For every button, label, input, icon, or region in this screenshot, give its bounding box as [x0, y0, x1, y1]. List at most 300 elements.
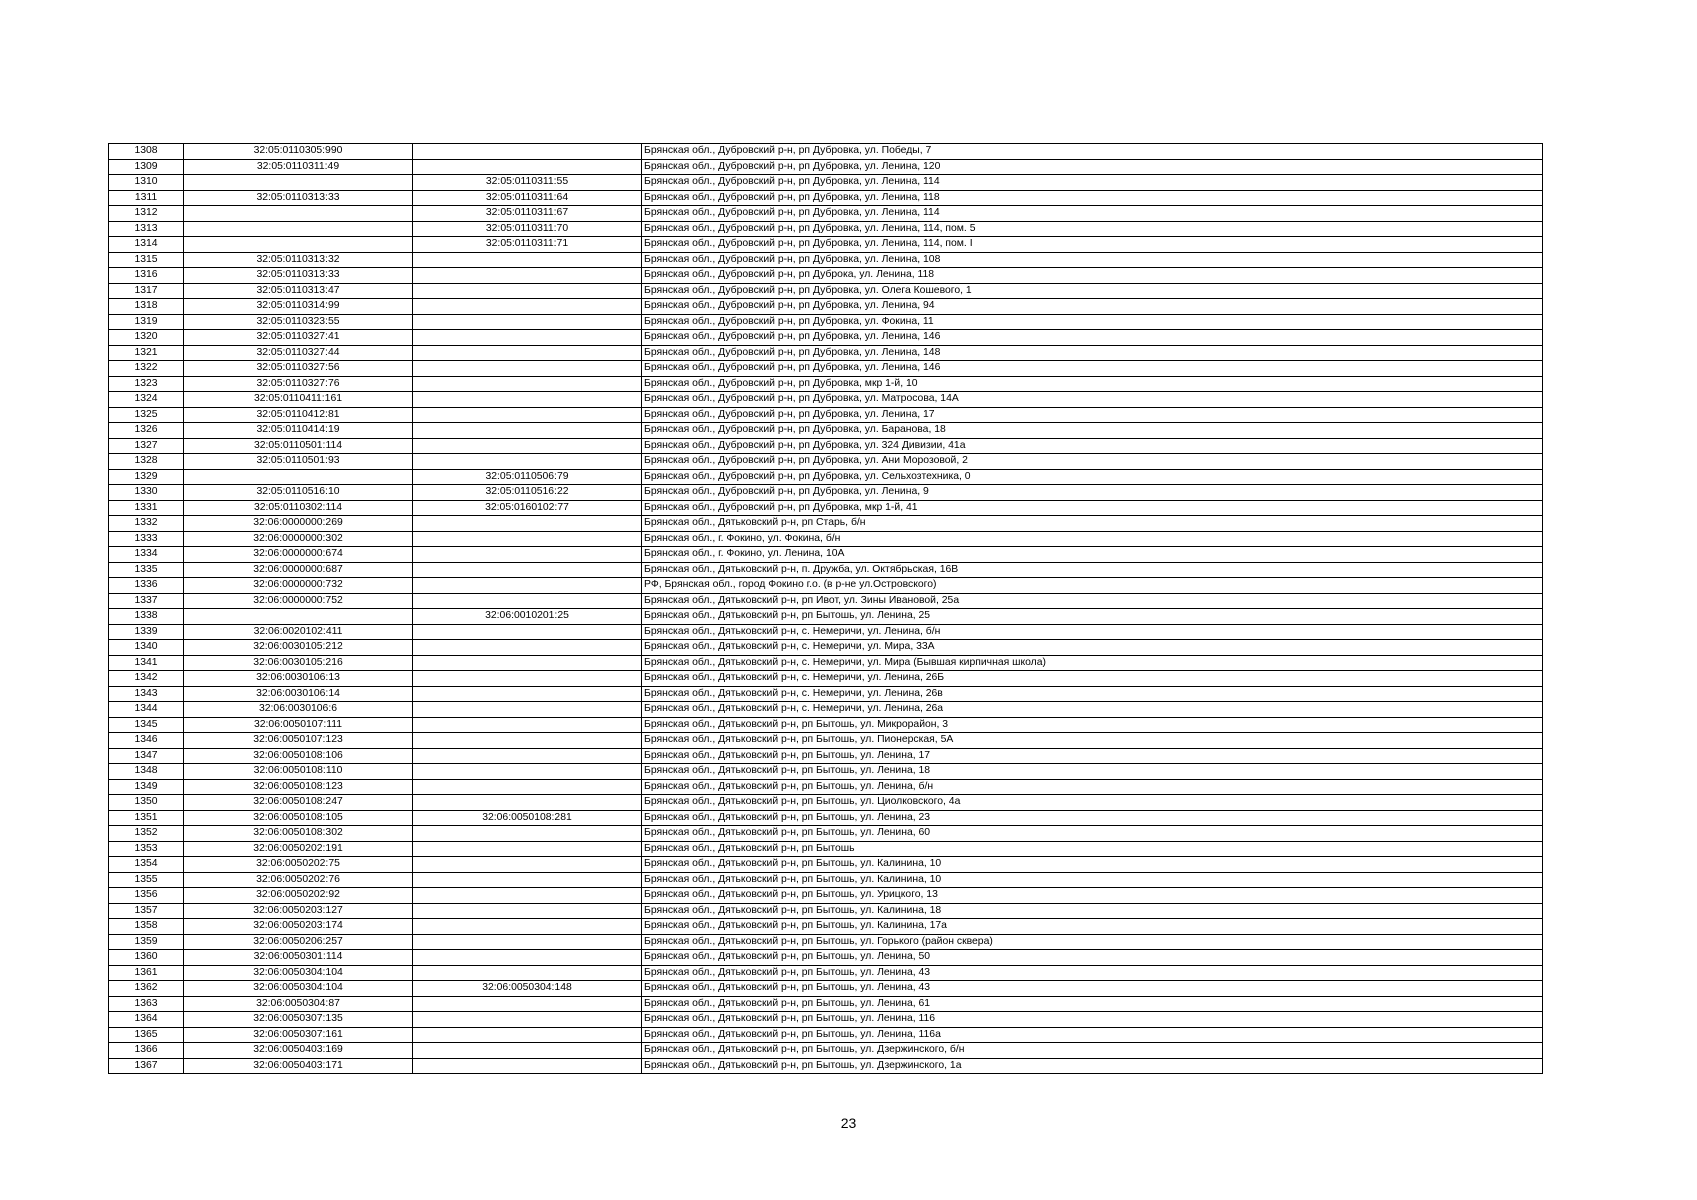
- table-row: [109, 314, 1543, 330]
- address-cell: Брянская обл., Дятьковский р-н, рп Бытошь, ул. Калинина, 10: [642, 857, 1543, 873]
- table-row: [109, 578, 1543, 594]
- table-row: [109, 950, 1543, 966]
- related-cadastral-number-cell: [413, 283, 642, 299]
- row-number-cell: 1330: [109, 485, 184, 501]
- cadastral-number-cell: 32:05:0110412:81: [184, 407, 413, 423]
- related-cadastral-number-cell: 32:05:0110311:67: [413, 206, 642, 222]
- cadastral-number-cell: 32:05:0110311:49: [184, 159, 413, 175]
- related-cadastral-number-cell: [413, 671, 642, 687]
- table-row: [109, 283, 1543, 299]
- cadastral-number-cell: 32:06:0050403:169: [184, 1043, 413, 1059]
- cadastral-number-cell: 32:06:0050304:87: [184, 996, 413, 1012]
- table-row: [109, 438, 1543, 454]
- table-row: [109, 686, 1543, 702]
- address-cell: Брянская обл., Дубровский р-н, рп Дубровка, ул. Ленина, 114: [642, 175, 1543, 191]
- related-cadastral-number-cell: [413, 764, 642, 780]
- address-cell: Брянская обл., Дубровский р-н, рп Дубровка, ул. Ленина, 114: [642, 206, 1543, 222]
- address-cell: Брянская обл., Дубровский р-н, рп Дубровка, ул. Победы, 7: [642, 144, 1543, 160]
- related-cadastral-number-cell: [413, 438, 642, 454]
- row-number-cell: 1357: [109, 903, 184, 919]
- cadastral-number-cell: 32:05:0110501:93: [184, 454, 413, 470]
- related-cadastral-number-cell: 32:05:0110311:70: [413, 221, 642, 237]
- address-cell: Брянская обл., Дятьковский р-н, рп Ивот, ул. Зины Ивановой, 25а: [642, 593, 1543, 609]
- row-number-cell: 1360: [109, 950, 184, 966]
- cadastral-number-cell: [184, 237, 413, 253]
- cadastral-number-cell: 32:05:0110327:44: [184, 345, 413, 361]
- address-cell: Брянская обл., Дятьковский р-н, с. Немеричи, ул. Ленина, 26а: [642, 702, 1543, 718]
- table-row: [109, 919, 1543, 935]
- table-row: [109, 144, 1543, 160]
- related-cadastral-number-cell: [413, 717, 642, 733]
- address-cell: Брянская обл., Дятьковский р-н, рп Бытошь, ул. Дзержинского, б/н: [642, 1043, 1543, 1059]
- row-number-cell: 1356: [109, 888, 184, 904]
- related-cadastral-number-cell: [413, 950, 642, 966]
- cadastral-number-cell: 32:06:0030105:212: [184, 640, 413, 656]
- table-row: [109, 872, 1543, 888]
- address-cell: Брянская обл., Дятьковский р-н, п. Дружба, ул. Октябрьская, 16В: [642, 562, 1543, 578]
- cadastral-number-cell: 32:05:0110323:55: [184, 314, 413, 330]
- row-number-cell: 1364: [109, 1012, 184, 1028]
- row-number-cell: 1347: [109, 748, 184, 764]
- table-row: [109, 268, 1543, 284]
- row-number-cell: 1367: [109, 1058, 184, 1074]
- address-cell: Брянская обл., Дубровский р-н, рп Дубровка, ул. Ленина, 146: [642, 361, 1543, 377]
- address-cell: Брянская обл., Дубровский р-н, рп Дубровка, мкр 1-й, 41: [642, 500, 1543, 516]
- row-number-cell: 1318: [109, 299, 184, 315]
- row-number-cell: 1343: [109, 686, 184, 702]
- table-row: [109, 485, 1543, 501]
- related-cadastral-number-cell: 32:05:0160102:77: [413, 500, 642, 516]
- address-cell: Брянская обл., Дубровский р-н, рп Дубровка, ул. Ленина, 17: [642, 407, 1543, 423]
- cadastral-number-cell: 32:06:0000000:732: [184, 578, 413, 594]
- cadastral-number-cell: 32:06:0050202:92: [184, 888, 413, 904]
- table-row: [109, 702, 1543, 718]
- table-row: [109, 795, 1543, 811]
- row-number-cell: 1319: [109, 314, 184, 330]
- row-number-cell: 1355: [109, 872, 184, 888]
- cadastral-number-cell: [184, 206, 413, 222]
- cadastral-number-cell: 32:05:0110313:47: [184, 283, 413, 299]
- table-row: [109, 640, 1543, 656]
- table-row: [109, 965, 1543, 981]
- cadastral-number-cell: 32:06:0030106:14: [184, 686, 413, 702]
- related-cadastral-number-cell: [413, 888, 642, 904]
- table-row: [109, 175, 1543, 191]
- row-number-cell: 1341: [109, 655, 184, 671]
- address-cell: РФ, Брянская обл., город Фокино г.о. (в р-не ул.Островского): [642, 578, 1543, 594]
- address-cell: Брянская обл., Дубровский р-н, рп Дубровка, ул. Ленина, 120: [642, 159, 1543, 175]
- address-cell: Брянская обл., Дятьковский р-н, рп Бытошь, ул. Калинина, 10: [642, 872, 1543, 888]
- row-number-cell: 1336: [109, 578, 184, 594]
- row-number-cell: 1346: [109, 733, 184, 749]
- related-cadastral-number-cell: [413, 593, 642, 609]
- related-cadastral-number-cell: [413, 454, 642, 470]
- related-cadastral-number-cell: [413, 624, 642, 640]
- row-number-cell: 1349: [109, 779, 184, 795]
- address-cell: Брянская обл., Дятьковский р-н, с. Немеричи, ул. Мира (Бывшая кирпичная школа): [642, 655, 1543, 671]
- table-row: [109, 857, 1543, 873]
- table-row: [109, 252, 1543, 268]
- related-cadastral-number-cell: [413, 376, 642, 392]
- table-row: [109, 206, 1543, 222]
- row-number-cell: 1323: [109, 376, 184, 392]
- cadastral-number-cell: 32:05:0110516:10: [184, 485, 413, 501]
- cadastral-number-cell: 32:05:0110327:41: [184, 330, 413, 346]
- row-number-cell: 1327: [109, 438, 184, 454]
- row-number-cell: 1337: [109, 593, 184, 609]
- cadastral-number-cell: [184, 469, 413, 485]
- cadastral-number-cell: 32:06:0050304:104: [184, 981, 413, 997]
- address-cell: Брянская обл., г. Фокино, ул. Ленина, 10А: [642, 547, 1543, 563]
- address-cell: Брянская обл., Дубровский р-н, рп Дубровка, ул. Баранова, 18: [642, 423, 1543, 439]
- address-cell: Брянская обл., Дятьковский р-н, рп Бытошь, ул. Ленина, 18: [642, 764, 1543, 780]
- table-row: [109, 500, 1543, 516]
- address-cell: Брянская обл., Дубровский р-н, рп Дубровка, ул. Сельхозтехника, 0: [642, 469, 1543, 485]
- address-cell: Брянская обл., Дубровский р-н, рп Дубровка, ул. Ленина, 108: [642, 252, 1543, 268]
- table-row: [109, 981, 1543, 997]
- address-cell: Брянская обл., Дубровский р-н, рп Дубровка, ул. Ленина, 114, пом. I: [642, 237, 1543, 253]
- row-number-cell: 1350: [109, 795, 184, 811]
- row-number-cell: 1352: [109, 826, 184, 842]
- cadastral-number-cell: 32:05:0110313:33: [184, 268, 413, 284]
- table-row: [109, 392, 1543, 408]
- cadastral-number-cell: 32:05:0110327:56: [184, 361, 413, 377]
- table-row: [109, 1043, 1543, 1059]
- address-cell: Брянская обл., Дятьковский р-н, рп Бытошь, ул. Ленина, 50: [642, 950, 1543, 966]
- related-cadastral-number-cell: [413, 1012, 642, 1028]
- row-number-cell: 1335: [109, 562, 184, 578]
- related-cadastral-number-cell: [413, 516, 642, 532]
- table-row: [109, 934, 1543, 950]
- page-number: 23: [840, 1115, 857, 1131]
- cadastral-number-cell: [184, 609, 413, 625]
- related-cadastral-number-cell: [413, 686, 642, 702]
- related-cadastral-number-cell: [413, 1027, 642, 1043]
- cadastral-number-cell: 32:06:0050203:174: [184, 919, 413, 935]
- address-cell: Брянская обл., Дятьковский р-н, рп Бытошь, ул. Ленина, 61: [642, 996, 1543, 1012]
- row-number-cell: 1366: [109, 1043, 184, 1059]
- row-number-cell: 1326: [109, 423, 184, 439]
- table-row: [109, 237, 1543, 253]
- related-cadastral-number-cell: [413, 795, 642, 811]
- row-number-cell: 1363: [109, 996, 184, 1012]
- cadastral-number-cell: 32:06:0050108:247: [184, 795, 413, 811]
- related-cadastral-number-cell: [413, 252, 642, 268]
- address-cell: Брянская обл., Дубровский р-н, рп Дубровка, ул. Ленина, 94: [642, 299, 1543, 315]
- address-cell: Брянская обл., Дятьковский р-н, рп Бытошь, ул. Пионерская, 5А: [642, 733, 1543, 749]
- cadastral-number-cell: 32:06:0050301:114: [184, 950, 413, 966]
- related-cadastral-number-cell: 32:06:0050304:148: [413, 981, 642, 997]
- row-number-cell: 1358: [109, 919, 184, 935]
- address-cell: Брянская обл., Дубровский р-н, рп Дуброка, ул. Ленина, 118: [642, 268, 1543, 284]
- cadastral-number-cell: 32:06:0030106:6: [184, 702, 413, 718]
- table-row: [109, 547, 1543, 563]
- address-cell: Брянская обл., Дятьковский р-н, рп Бытошь, ул. Ленина, 25: [642, 609, 1543, 625]
- row-number-cell: 1321: [109, 345, 184, 361]
- related-cadastral-number-cell: [413, 314, 642, 330]
- related-cadastral-number-cell: [413, 779, 642, 795]
- table-row: [109, 810, 1543, 826]
- address-cell: Брянская обл., Дубровский р-н, рп Дубровка, ул. Ленина, 118: [642, 190, 1543, 206]
- address-cell: Брянская обл., Дубровский р-н, рп Дубровка, ул. 324 Дивизии, 41а: [642, 438, 1543, 454]
- row-number-cell: 1339: [109, 624, 184, 640]
- row-number-cell: 1348: [109, 764, 184, 780]
- cadastral-number-cell: 32:06:0050307:161: [184, 1027, 413, 1043]
- cadastral-number-cell: 32:06:0000000:302: [184, 531, 413, 547]
- cadastral-number-cell: 32:06:0050108:110: [184, 764, 413, 780]
- address-cell: Брянская обл., Дятьковский р-н, рп Бытошь, ул. Калинина, 17а: [642, 919, 1543, 935]
- related-cadastral-number-cell: [413, 562, 642, 578]
- address-cell: Брянская обл., Дятьковский р-н, с. Немеричи, ул. Ленина, 26в: [642, 686, 1543, 702]
- row-number-cell: 1351: [109, 810, 184, 826]
- table-row: [109, 996, 1543, 1012]
- address-cell: Брянская обл., Дятьковский р-н, с. Немеричи, ул. Ленина, 26Б: [642, 671, 1543, 687]
- table-row: [109, 1012, 1543, 1028]
- related-cadastral-number-cell: 32:05:0110516:22: [413, 485, 642, 501]
- row-number-cell: 1338: [109, 609, 184, 625]
- related-cadastral-number-cell: 32:06:0050108:281: [413, 810, 642, 826]
- row-number-cell: 1334: [109, 547, 184, 563]
- cadastral-number-cell: [184, 175, 413, 191]
- related-cadastral-number-cell: [413, 144, 642, 160]
- cadastral-number-cell: 32:06:0050202:76: [184, 872, 413, 888]
- cadastral-number-cell: 32:06:0050403:171: [184, 1058, 413, 1074]
- cadastral-number-cell: 32:06:0000000:752: [184, 593, 413, 609]
- cadastral-number-cell: 32:06:0050108:302: [184, 826, 413, 842]
- related-cadastral-number-cell: [413, 547, 642, 563]
- table-row: [109, 609, 1543, 625]
- cadastral-number-cell: 32:06:0050203:127: [184, 903, 413, 919]
- row-number-cell: 1317: [109, 283, 184, 299]
- row-number-cell: 1344: [109, 702, 184, 718]
- table-row: [109, 826, 1543, 842]
- row-number-cell: 1353: [109, 841, 184, 857]
- cadastral-number-cell: 32:05:0110411:161: [184, 392, 413, 408]
- related-cadastral-number-cell: [413, 299, 642, 315]
- cadastral-number-cell: 32:05:0110305:990: [184, 144, 413, 160]
- related-cadastral-number-cell: 32:05:0110311:64: [413, 190, 642, 206]
- address-cell: Брянская обл., Дятьковский р-н, рп Бытошь, ул. Ленина, 23: [642, 810, 1543, 826]
- related-cadastral-number-cell: [413, 531, 642, 547]
- address-cell: Брянская обл., Дубровский р-н, рп Дубровка, ул. Олега Кошевого, 1: [642, 283, 1543, 299]
- table-row: [109, 1058, 1543, 1074]
- related-cadastral-number-cell: [413, 159, 642, 175]
- table-row: [109, 671, 1543, 687]
- related-cadastral-number-cell: [413, 1058, 642, 1074]
- address-cell: Брянская обл., Дятьковский р-н, с. Немеричи, ул. Ленина, б/н: [642, 624, 1543, 640]
- address-cell: Брянская обл., Дятьковский р-н, рп Бытошь, ул. Ленина, б/н: [642, 779, 1543, 795]
- table-row: [109, 764, 1543, 780]
- cadastral-number-cell: 32:06:0050108:123: [184, 779, 413, 795]
- row-number-cell: 1329: [109, 469, 184, 485]
- address-cell: Брянская обл., Дятьковский р-н, рп Бытошь, ул. Ленина, 17: [642, 748, 1543, 764]
- table-row: [109, 655, 1543, 671]
- cadastral-number-cell: 32:06:0000000:674: [184, 547, 413, 563]
- table-row: [109, 345, 1543, 361]
- address-cell: Брянская обл., Дятьковский р-н, рп Бытошь, ул. Горького (район сквера): [642, 934, 1543, 950]
- address-cell: Брянская обл., Дятьковский р-н, рп Бытошь, ул. Ленина, 116: [642, 1012, 1543, 1028]
- related-cadastral-number-cell: [413, 857, 642, 873]
- row-number-cell: 1342: [109, 671, 184, 687]
- related-cadastral-number-cell: [413, 872, 642, 888]
- related-cadastral-number-cell: [413, 965, 642, 981]
- cadastral-number-cell: 32:06:0050307:135: [184, 1012, 413, 1028]
- row-number-cell: 1316: [109, 268, 184, 284]
- related-cadastral-number-cell: [413, 996, 642, 1012]
- related-cadastral-number-cell: 32:05:0110311:55: [413, 175, 642, 191]
- address-cell: Брянская обл., Дятьковский р-н, рп Старь, б/н: [642, 516, 1543, 532]
- table-row: [109, 469, 1543, 485]
- address-cell: Брянская обл., Дятьковский р-н, рп Бытошь, ул. Ленина, 60: [642, 826, 1543, 842]
- row-number-cell: 1328: [109, 454, 184, 470]
- related-cadastral-number-cell: [413, 702, 642, 718]
- related-cadastral-number-cell: [413, 1043, 642, 1059]
- row-number-cell: 1309: [109, 159, 184, 175]
- table-row: [109, 593, 1543, 609]
- address-cell: Брянская обл., Дятьковский р-н, рп Бытошь, ул. Ленина, 43: [642, 981, 1543, 997]
- related-cadastral-number-cell: [413, 640, 642, 656]
- row-number-cell: 1331: [109, 500, 184, 516]
- cadastral-number-cell: 32:06:0030106:13: [184, 671, 413, 687]
- address-cell: Брянская обл., Дубровский р-н, рп Дубровка, ул. Ани Морозовой, 2: [642, 454, 1543, 470]
- related-cadastral-number-cell: [413, 903, 642, 919]
- related-cadastral-number-cell: 32:05:0110311:71: [413, 237, 642, 253]
- address-cell: Брянская обл., Дубровский р-н, рп Дубровка, ул. Ленина, 146: [642, 330, 1543, 346]
- row-number-cell: 1362: [109, 981, 184, 997]
- table-row: [109, 423, 1543, 439]
- cadastral-number-cell: 32:05:0110414:19: [184, 423, 413, 439]
- row-number-cell: 1310: [109, 175, 184, 191]
- related-cadastral-number-cell: [413, 361, 642, 377]
- related-cadastral-number-cell: [413, 748, 642, 764]
- row-number-cell: 1340: [109, 640, 184, 656]
- row-number-cell: 1315: [109, 252, 184, 268]
- cadastral-number-cell: 32:05:0110314:99: [184, 299, 413, 315]
- related-cadastral-number-cell: [413, 423, 642, 439]
- table-row: [109, 841, 1543, 857]
- cadastral-number-cell: 32:06:0000000:687: [184, 562, 413, 578]
- related-cadastral-number-cell: [413, 268, 642, 284]
- table-row: [109, 531, 1543, 547]
- document-table: [108, 143, 1543, 1074]
- address-cell: Брянская обл., Дубровский р-н, рп Дубровка, ул. Матросова, 14А: [642, 392, 1543, 408]
- table-row: [109, 221, 1543, 237]
- address-cell: Брянская обл., Дятьковский р-н, с. Немеричи, ул. Мира, 33А: [642, 640, 1543, 656]
- document-table-body: [109, 144, 1543, 1074]
- related-cadastral-number-cell: [413, 826, 642, 842]
- related-cadastral-number-cell: [413, 733, 642, 749]
- address-cell: Брянская обл., Дятьковский р-н, рп Бытошь, ул. Урицкого, 13: [642, 888, 1543, 904]
- row-number-cell: 1312: [109, 206, 184, 222]
- cadastral-number-cell: 32:05:0110313:32: [184, 252, 413, 268]
- table-row: [109, 748, 1543, 764]
- cadastral-number-cell: 32:06:0050108:106: [184, 748, 413, 764]
- table-row: [109, 1027, 1543, 1043]
- related-cadastral-number-cell: [413, 345, 642, 361]
- table-row: [109, 407, 1543, 423]
- table-row: [109, 454, 1543, 470]
- table-row: [109, 190, 1543, 206]
- related-cadastral-number-cell: 32:05:0110506:79: [413, 469, 642, 485]
- cadastral-number-cell: 32:05:0110501:114: [184, 438, 413, 454]
- cadastral-number-cell: 32:06:0050108:105: [184, 810, 413, 826]
- address-cell: Брянская обл., Дятьковский р-н, рп Бытошь, ул. Микрорайон, 3: [642, 717, 1543, 733]
- table-row: [109, 299, 1543, 315]
- cadastral-number-cell: [184, 221, 413, 237]
- table-row: [109, 717, 1543, 733]
- table-row: [109, 361, 1543, 377]
- address-cell: Брянская обл., Дятьковский р-н, рп Бытошь, ул. Дзержинского, 1а: [642, 1058, 1543, 1074]
- related-cadastral-number-cell: [413, 841, 642, 857]
- cadastral-number-cell: 32:06:0030105:216: [184, 655, 413, 671]
- address-cell: Брянская обл., Дубровский р-н, рп Дубровка, ул. Ленина, 9: [642, 485, 1543, 501]
- table-row: [109, 888, 1543, 904]
- cadastral-number-cell: 32:06:0050107:123: [184, 733, 413, 749]
- row-number-cell: 1359: [109, 934, 184, 950]
- cadastral-number-cell: 32:06:0050304:104: [184, 965, 413, 981]
- row-number-cell: 1322: [109, 361, 184, 377]
- address-cell: Брянская обл., Дубровский р-н, рп Дубровка, ул. Ленина, 114, пом. 5: [642, 221, 1543, 237]
- row-number-cell: 1365: [109, 1027, 184, 1043]
- row-number-cell: 1324: [109, 392, 184, 408]
- address-cell: Брянская обл., Дятьковский р-н, рп Бытошь, ул. Ленина, 43: [642, 965, 1543, 981]
- table-row: [109, 903, 1543, 919]
- cadastral-number-cell: 32:06:0050206:257: [184, 934, 413, 950]
- row-number-cell: 1361: [109, 965, 184, 981]
- table-row: [109, 624, 1543, 640]
- cadastral-number-cell: 32:06:0050107:111: [184, 717, 413, 733]
- table-row: [109, 159, 1543, 175]
- row-number-cell: 1332: [109, 516, 184, 532]
- related-cadastral-number-cell: [413, 934, 642, 950]
- address-cell: Брянская обл., Дятьковский р-н, рп Бытошь, ул. Ленина, 116а: [642, 1027, 1543, 1043]
- row-number-cell: 1354: [109, 857, 184, 873]
- cadastral-number-cell: 32:06:0050202:191: [184, 841, 413, 857]
- table-row: [109, 330, 1543, 346]
- address-cell: Брянская обл., Дубровский р-н, рп Дубровка, ул. Фокина, 11: [642, 314, 1543, 330]
- address-cell: Брянская обл., г. Фокино, ул. Фокина, б/н: [642, 531, 1543, 547]
- cadastral-number-cell: 32:05:0110302:114: [184, 500, 413, 516]
- table-row: [109, 562, 1543, 578]
- related-cadastral-number-cell: [413, 578, 642, 594]
- table-row: [109, 376, 1543, 392]
- address-cell: Брянская обл., Дубровский р-н, рп Дубровка, ул. Ленина, 148: [642, 345, 1543, 361]
- address-cell: Брянская обл., Дубровский р-н, рп Дубровка, мкр 1-й, 10: [642, 376, 1543, 392]
- table-row: [109, 516, 1543, 532]
- row-number-cell: 1320: [109, 330, 184, 346]
- related-cadastral-number-cell: [413, 392, 642, 408]
- row-number-cell: 1325: [109, 407, 184, 423]
- cadastral-number-cell: 32:05:0110313:33: [184, 190, 413, 206]
- cadastral-number-cell: 32:06:0000000:269: [184, 516, 413, 532]
- row-number-cell: 1333: [109, 531, 184, 547]
- table-row: [109, 733, 1543, 749]
- address-cell: Брянская обл., Дятьковский р-н, рп Бытошь: [642, 841, 1543, 857]
- row-number-cell: 1308: [109, 144, 184, 160]
- related-cadastral-number-cell: 32:06:0010201:25: [413, 609, 642, 625]
- cadastral-number-cell: 32:06:0050202:75: [184, 857, 413, 873]
- row-number-cell: 1311: [109, 190, 184, 206]
- cadastral-number-cell: 32:05:0110327:76: [184, 376, 413, 392]
- related-cadastral-number-cell: [413, 919, 642, 935]
- address-cell: Брянская обл., Дятьковский р-н, рп Бытошь, ул. Циолковского, 4а: [642, 795, 1543, 811]
- cadastral-number-cell: 32:06:0020102:411: [184, 624, 413, 640]
- related-cadastral-number-cell: [413, 330, 642, 346]
- related-cadastral-number-cell: [413, 655, 642, 671]
- row-number-cell: 1314: [109, 237, 184, 253]
- table-row: [109, 779, 1543, 795]
- row-number-cell: 1313: [109, 221, 184, 237]
